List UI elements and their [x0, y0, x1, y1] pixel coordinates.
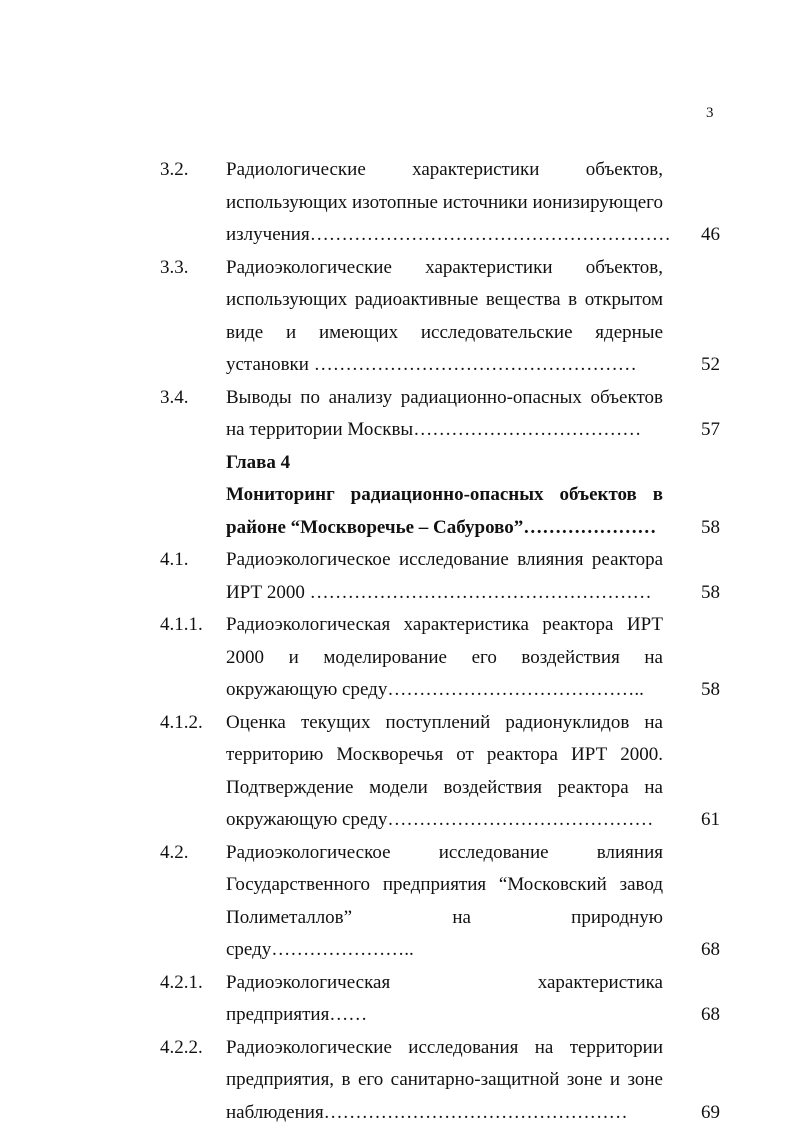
toc-entry-page: 61 [701, 804, 720, 837]
toc-chapter-title [160, 479, 720, 544]
chapter-label: Глава 4 [226, 447, 663, 480]
toc-entry-number: 4.1. [160, 544, 189, 577]
toc-entry-title: Радиоэкологические характеристики объектов, использующих радиоактивные вещества в открытом виде и имеющих исследовательские ядерные установки …………………………………………… [226, 252, 663, 382]
toc-entry-page: 58 [701, 577, 720, 610]
toc-entry-title: Радиоэкологическая характеристика предприятия…… [226, 967, 663, 1032]
toc-entry [160, 609, 720, 707]
page-number: 3 [706, 105, 714, 122]
table-of-contents [160, 154, 720, 1129]
toc-entry-number: 4.1.2. [160, 707, 203, 740]
toc-entry-title: Оценка текущих поступлений радионуклидов на территорию Москворечья от реактора ИРТ 2000. Подтверждение модели воздействия реактора на окружающую среду…………………………………… [226, 707, 663, 837]
toc-entry [160, 1032, 720, 1129]
toc-entry-number: 4.2. [160, 837, 189, 870]
toc-entry-number: 4.1.1. [160, 609, 203, 642]
toc-entry-number: 3.2. [160, 154, 189, 187]
toc-entry [160, 707, 720, 837]
toc-entry-page: 58 [701, 512, 720, 545]
toc-entry [160, 837, 720, 967]
toc-entry-page: 68 [701, 934, 720, 967]
toc-entry-title: Радиоэкологическое исследование влияния Государственного предприятия “Московский завод Полиметаллов” на природную среду………………….. [226, 837, 663, 967]
toc-entry-title: Выводы по анализу радиационно-опасных объектов на территории Москвы……………………………… [226, 382, 663, 447]
toc-entry [160, 252, 720, 382]
toc-entry-title: Радиоэкологические исследования на территории предприятия, в его санитарно-защитной зоне и зоне наблюдения………………………………………… [226, 1032, 663, 1129]
toc-entry-number: 4.2.1. [160, 967, 203, 1000]
toc-entry-page: 69 [701, 1097, 720, 1129]
toc-entry [160, 382, 720, 447]
chapter-title: Мониторинг радиационно-опасных объектов в районе “Москворечье – Сабурово”………………… [226, 479, 663, 544]
toc-chapter-heading [160, 447, 720, 480]
toc-entry-page: 68 [701, 999, 720, 1032]
toc-entry [160, 967, 720, 1032]
toc-entry-number: 4.2.2. [160, 1032, 203, 1065]
toc-entry [160, 154, 720, 252]
toc-entry-number: 3.3. [160, 252, 189, 285]
toc-entry-page: 46 [701, 219, 720, 252]
toc-entry-page: 58 [701, 674, 720, 707]
toc-entry-page: 57 [701, 414, 720, 447]
toc-entry [160, 544, 720, 609]
toc-entry-title: Радиоэкологическое исследование влияния реактора ИРТ 2000 ……………………………………………… [226, 544, 663, 609]
toc-entry-page: 52 [701, 349, 720, 382]
toc-entry-number: 3.4. [160, 382, 189, 415]
toc-entry-title: Радиоэкологическая характеристика реактора ИРТ 2000 и моделирование его воздействия на окружающую среду………………………………….. [226, 609, 663, 707]
toc-entry-title: Радиологические характеристики объектов, использующих изотопные источники ионизирующего излучения………………………………………………… [226, 154, 663, 252]
